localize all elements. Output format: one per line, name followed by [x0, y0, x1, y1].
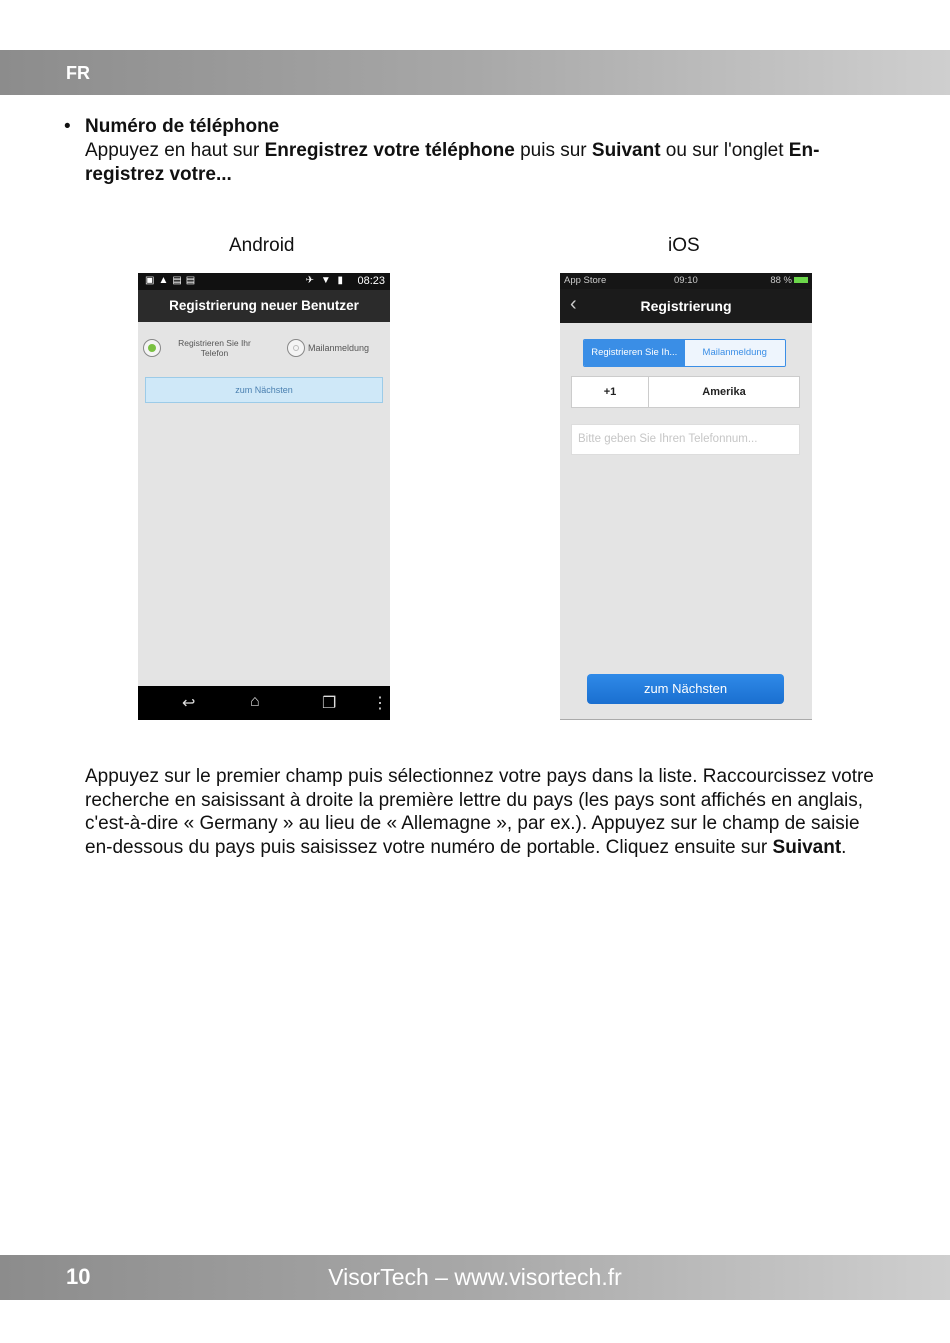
wifi-signal-icons: ✈ ▼ ▮: [305, 275, 345, 286]
notification-icons: ▣▲▤▤: [145, 275, 200, 286]
footer-bar: [0, 1255, 950, 1300]
android-radio-row: [138, 322, 390, 377]
page-number: 10: [66, 1264, 91, 1289]
recents-icon[interactable]: ❐: [322, 695, 337, 712]
country-selector[interactable]: [571, 376, 800, 408]
language-label: FR: [66, 63, 90, 83]
android-status-time: 08:23: [357, 275, 385, 287]
ios-title: Registrierung: [640, 298, 732, 314]
segment-mail[interactable]: Mailanmeldung: [685, 340, 786, 366]
android-next-button[interactable]: zum Nächsten: [145, 377, 383, 403]
bullet: •: [64, 116, 71, 137]
menu-icon[interactable]: ⋮: [372, 695, 388, 712]
android-status-bar: [138, 273, 390, 290]
ios-next-button[interactable]: zum Nächsten: [587, 674, 784, 704]
label-ios: iOS: [668, 235, 700, 256]
footer-brand: VisorTech – www.visortech.fr: [328, 1264, 622, 1290]
ios-status-time: 09:10: [674, 275, 698, 286]
radio-phone-label[interactable]: Registrieren Sie Ihr Telefon: [178, 338, 251, 358]
ios-nav-bar: [560, 289, 812, 323]
android-nav-bar: [138, 686, 390, 720]
radio-phone[interactable]: [143, 339, 161, 357]
body-paragraph: Appuyez sur le premier champ puis sélectionnez votre pays dans la liste. Raccourcissez votre recherche en saisissant à droite la première lettre du pays (les pays sont affichés en anglais, c'est-à-dire « Germany » au lieu de « Allemagne », par ex.). Appuyez sur le champ de saisie en-dessous du pays puis saisissez votre numéro de portable. Cliquez ensuite sur Suivant.: [85, 766, 874, 858]
back-icon[interactable]: ↩: [182, 695, 196, 712]
section-phone-number: [85, 115, 885, 187]
segment-phone[interactable]: Registrieren Sie Ih...: [584, 340, 685, 366]
section-instruction: Appuyez en haut sur Enregistrez votre téléphone puis sur Suivant ou sur l'onglet En-registrez votre...: [85, 140, 820, 185]
country-code[interactable]: +1: [572, 377, 649, 407]
section-heading: Numéro de téléphone: [85, 116, 280, 137]
country-name[interactable]: Amerika: [702, 386, 746, 398]
label-android: Android: [229, 235, 295, 256]
chevron-left-icon[interactable]: ‹: [570, 293, 577, 315]
android-screenshot: [138, 273, 390, 720]
home-icon[interactable]: ⌂: [250, 693, 260, 710]
radio-mail-label[interactable]: Mailanmeldung: [308, 343, 370, 353]
phone-number-input[interactable]: Bitte geben Sie Ihren Telefonnum...: [571, 424, 800, 455]
ios-status-bar: [560, 273, 812, 289]
battery-icon: 88 %: [770, 275, 808, 286]
ios-back-to-app-store[interactable]: App Store: [564, 275, 607, 286]
ios-screenshot: [560, 273, 812, 720]
android-title: Registrierung neuer Benutzer: [138, 290, 390, 322]
header-bar: [0, 50, 950, 95]
radio-mail[interactable]: [287, 339, 305, 357]
ios-segmented-control: [583, 339, 786, 367]
